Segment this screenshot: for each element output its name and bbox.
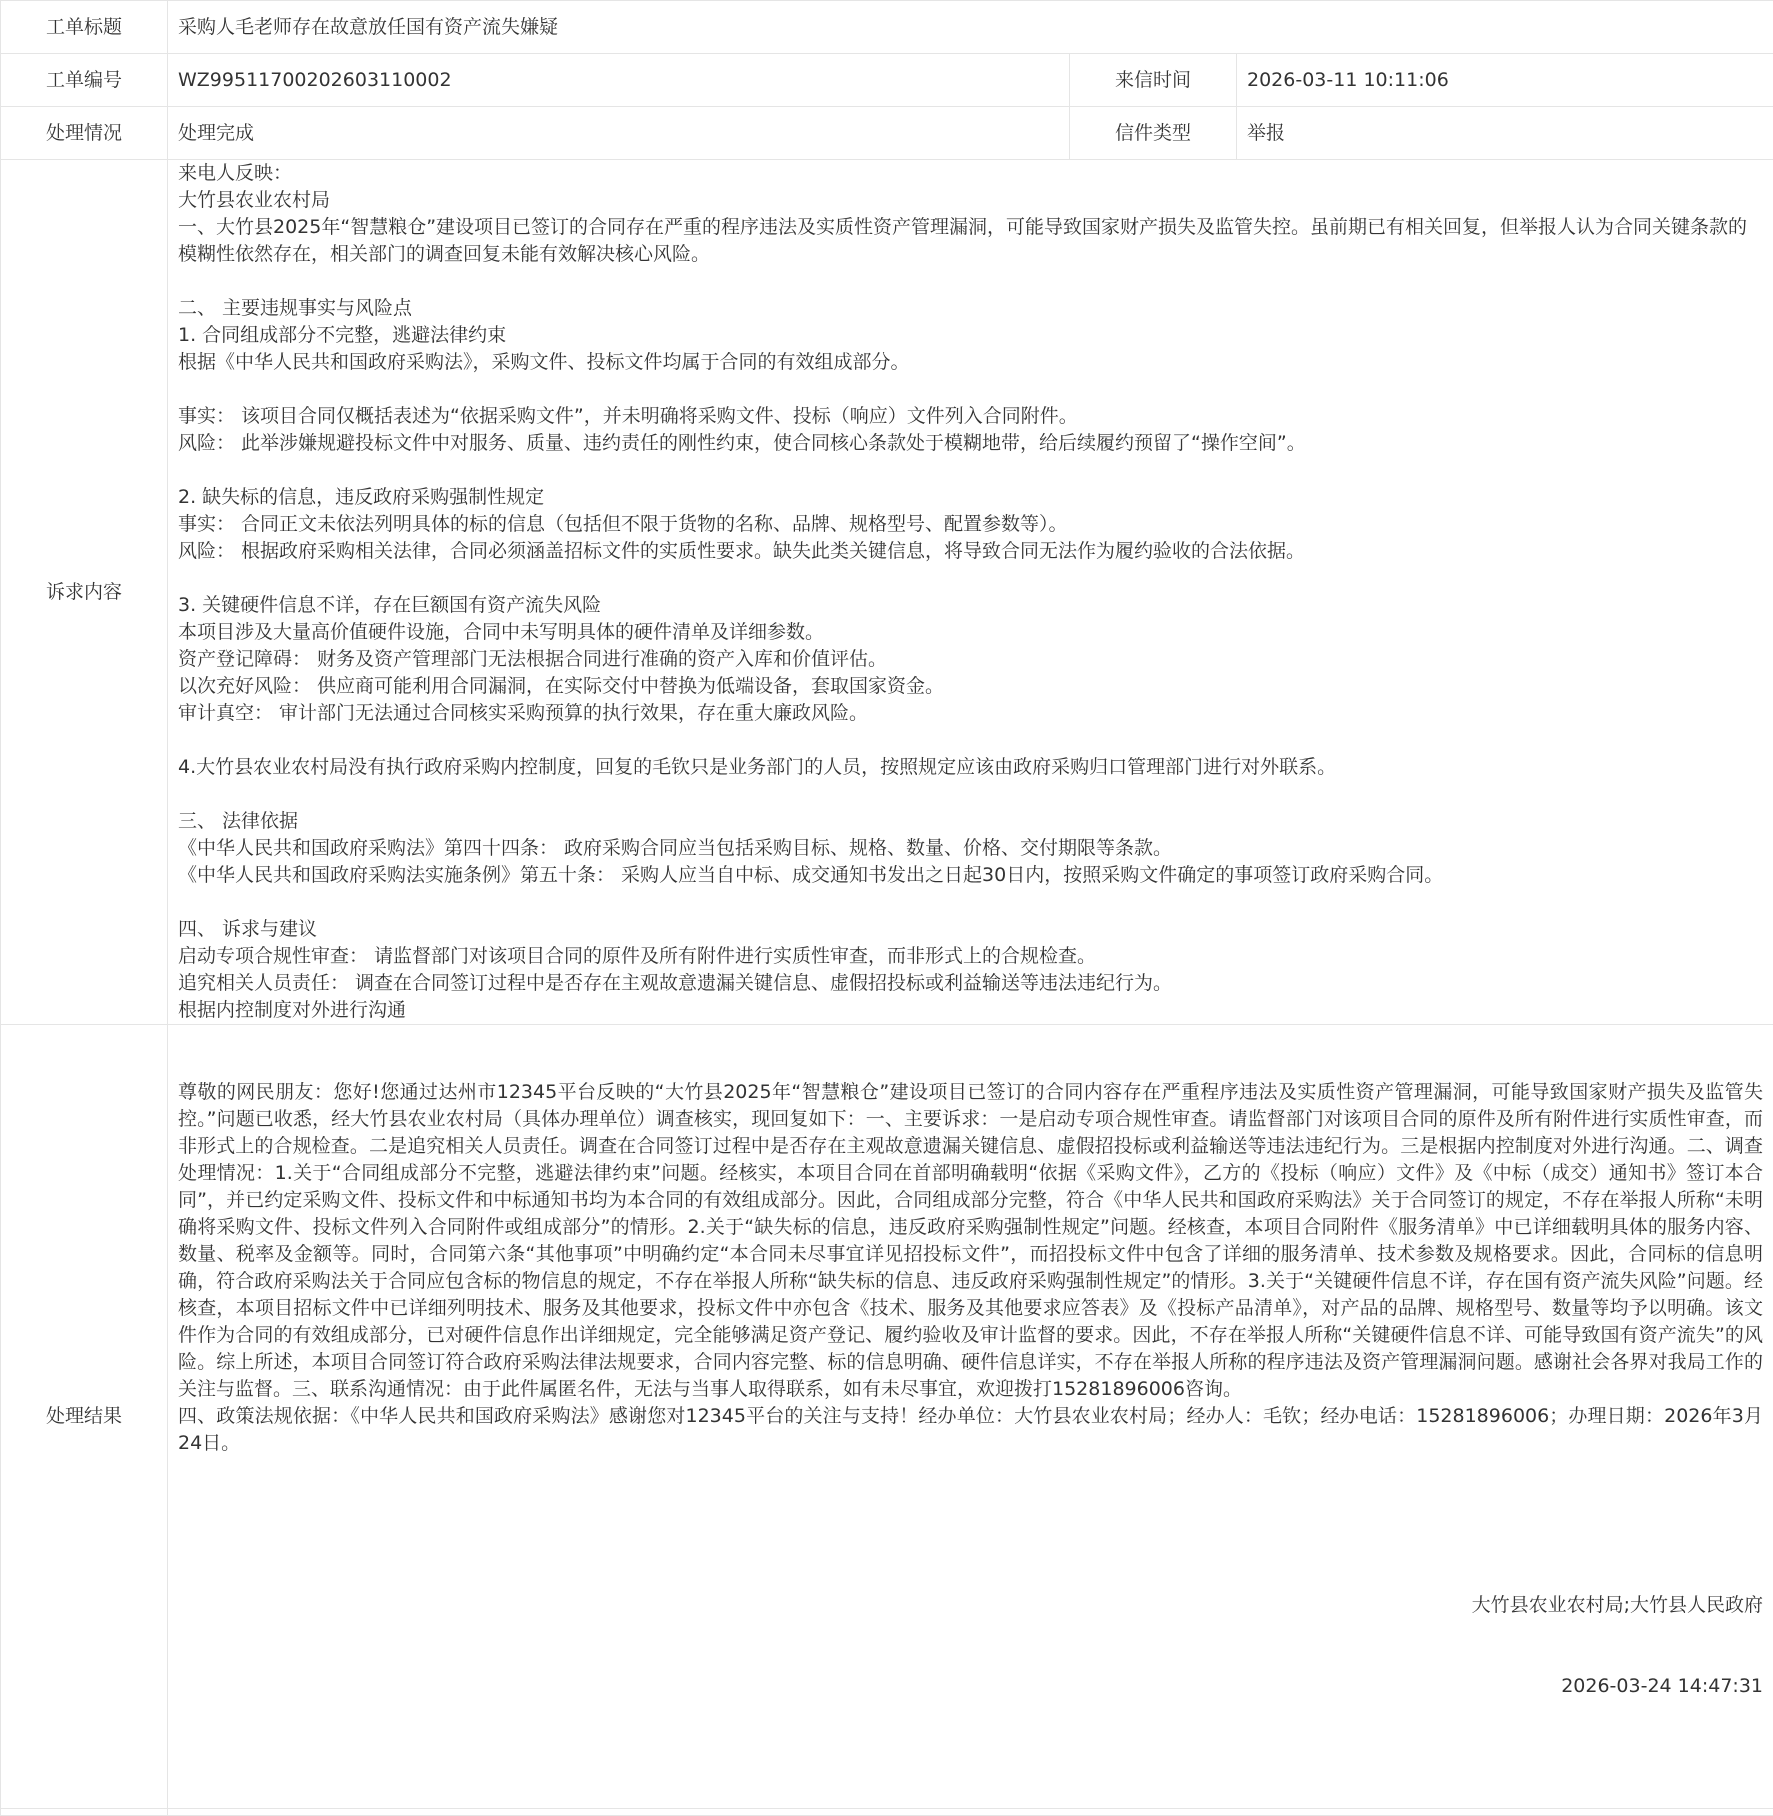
tail-cell-right — [168, 1809, 1773, 1816]
tail-cell-left — [1, 1809, 168, 1816]
result-cell — [168, 1025, 1773, 1809]
row-number — [1, 54, 1773, 107]
signature-units: 大竹县农业农村局;大竹县人民政府 — [178, 1592, 1763, 1619]
signature-time: 2026-03-24 14:47:31 — [178, 1673, 1763, 1700]
row-status — [1, 107, 1773, 160]
value-letter-type: 举报 — [1237, 107, 1773, 160]
row-result — [1, 1025, 1773, 1809]
label-letter-time: 来信时间 — [1070, 54, 1237, 107]
label-appeal: 诉求内容 — [1, 160, 168, 1025]
value-title: 采购人毛老师存在故意放任国有资产流失嫌疑 — [168, 1, 1773, 54]
label-result: 处理结果 — [1, 1025, 168, 1809]
row-title — [1, 1, 1773, 54]
label-status: 处理情况 — [1, 107, 168, 160]
label-number: 工单编号 — [1, 54, 168, 107]
label-letter-type: 信件类型 — [1070, 107, 1237, 160]
value-status: 处理完成 — [168, 107, 1070, 160]
signature-block — [178, 1538, 1763, 1754]
row-tail — [1, 1809, 1773, 1816]
value-letter-time: 2026-03-11 10:11:06 — [1237, 54, 1773, 107]
label-title: 工单标题 — [1, 1, 168, 54]
value-appeal: 来电人反映： 大竹县农业农村局 一、大竹县2025年“智慧粮仓”建设项目已签订的合同存在严重的程序违法及实质性资产管理漏洞，可能导致国家财产损失及监管失控。虽前期已有相关回复，但举报人认为合同关键条款的模糊性依然存在，相关部门的调查回复未能有效解决核心风险。 二、 主要违规事实与风险点 1. 合同组成部分不完整，逃避法律约束 根据《中华人民共和国政府采购法》，采购文件、投标文件均属于合同的有效组成部分。 事实： 该项目合同仅概括表述为“依据采购文件”，并未明确将采购文件、投标（响应）文件列入合同附件。 风险： 此举涉嫌规避投标文件中对服务、质量、违约责任的刚性约束，使合同核心条款处于模糊地带，给后续履约预留了“操作空间”。 2. 缺失标的信息，违反政府采购强制性规定 事实： 合同正文未依法列明具体的标的信息（包括但不限于货物的名称、品牌、规格型号、配置参数等）。 风险： 根据政府采购相关法律，合同必须涵盖招标文件的实质性要求。缺失此类关键信息，将导致合同无法作为履约验收的合法依据。 3. 关键硬件信息不详，存在巨额国有资产流失风险 本项目涉及大量高价值硬件设施，合同中未写明具体的硬件清单及详细参数。 资产登记障碍： 财务及资产管理部门无法根据合同进行准确的资产入库和价值评估。 以次充好风险： 供应商可能利用合同漏洞，在实际交付中替换为低端设备，套取国家资金。 审计真空： 审计部门无法通过合同核实采购预算的执行效果，存在重大廉政风险。 4.大竹县农业农村局没有执行政府采购内控制度，回复的毛钦只是业务部门的人员，按照规定应该由政府采购归口管理部门进行对外联系。 三、 法律依据 《中华人民共和国政府采购法》第四十四条： 政府采购合同应当包括采购目标、规格、数量、价格、交付期限等条款。 《中华人民共和国政府采购法实施条例》第五十条： 采购人应当自中标、成交通知书发出之日起30日内，按照采购文件确定的事项签订政府采购合同。 四、 诉求与建议 启动专项合规性审查： 请监督部门对该项目合同的原件及所有附件进行实质性审查，而非形式上的合规检查。 追究相关人员责任： 调查在合同签订过程中是否存在主观故意遗漏关键信息、虚假招投标或利益输送等违法违纪行为。 根据内控制度对外进行沟通 — [168, 160, 1773, 1025]
value-result: 尊敬的网民朋友：您好!您通过达州市12345平台反映的“大竹县2025年“智慧粮仓”建设项目已签订的合同内容存在严重程序违法及实质性资产管理漏洞，可能导致国家财产损失及监管失控。”问题已收悉，经大竹县农业农村局（具体办理单位）调查核实，现回复如下：一、主要诉求：一是启动专项合规性审查。请监督部门对该项目合同的原件及所有附件进行实质性审查，而非形式上的合规检查。二是追究相关人员责任。调查在合同签订过程中是否存在主观故意遗漏关键信息、虚假招投标或利益输送等违法违纪行为。三是根据内控制度对外进行沟通。二、调查处理情况：1.关于“合同组成部分不完整，逃避法律约束”问题。经核实，本项目合同在首部明确载明“依据《采购文件》，乙方的《投标（响应）文件》及《中标（成交）通知书》签订本合同”，并已约定采购文件、投标文件和中标通知书均为本合同的有效组成部分。因此，合同组成部分完整，符合《中华人民共和国政府采购法》关于合同签订的规定，不存在举报人所称“未明确将采购文件、投标文件列入合同附件或组成部分”的情形。2.关于“缺失标的信息，违反政府采购强制性规定”问题。经核查，本项目合同附件《服务清单》中已详细载明具体的服务内容、数量、税率及金额等。同时，合同第六条“其他事项”中明确约定“本合同未尽事宜详见招投标文件”，而招投标文件中包含了详细的服务清单、技术参数及规格要求。因此，合同标的信息明确，符合政府采购法关于合同应包含标的物信息的规定，不存在举报人所称“缺失标的信息、违反政府采购强制性规定”的情形。3.关于“关键硬件信息不详，存在国有资产流失风险”问题。经核查，本项目招标文件中已详细列明技术、服务及其他要求，投标文件中亦包含《技术、服务及其他要求应答表》及《投标产品清单》，对产品的品牌、规格型号、数量等均予以明确。该文件作为合同的有效组成部分，已对硬件信息作出详细规定，完全能够满足资产登记、履约验收及审计监督的要求。因此，不存在举报人所称“关键硬件信息不详、可能导致国有资产流失”的风险。综上所述，本项目合同签订符合政府采购法律法规要求，合同内容完整、标的信息明确、硬件信息详实，不存在举报人所称的程序违法及资产管理漏洞问题。感谢社会各界对我局工作的关注与监督。三、联系沟通情况：由于此件属匿名件，无法与当事人取得联系，如有未尽事宜，欢迎拨打15281896006咨询。 四、政策法规依据：《中华人民共和国政府采购法》感谢您对12345平台的关注与支持！经办单位：大竹县农业农村局；经办人：毛钦；经办电话：15281896006；办理日期：2026年3月24日。 — [178, 1079, 1763, 1457]
row-appeal — [1, 160, 1773, 1025]
value-number: WZ99511700202603110002 — [168, 54, 1070, 107]
